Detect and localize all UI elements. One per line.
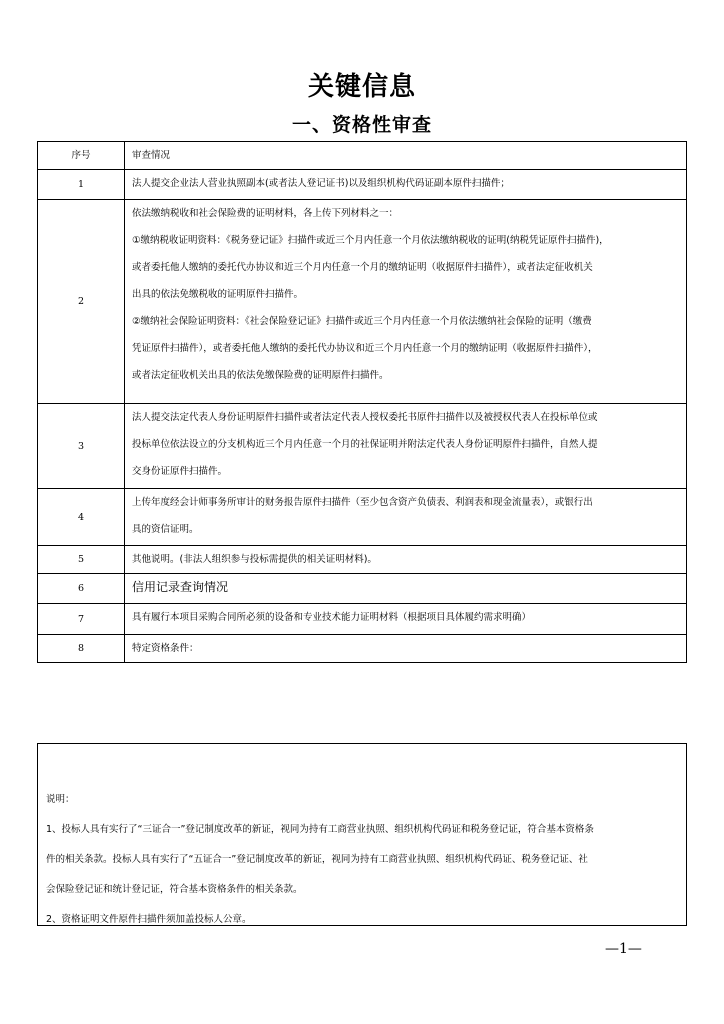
row-line: 具有履行本项目采购合同所必须的设备和专业技术能力证明材料（根据项目具体履约需求明确） [132,612,532,623]
notes-line: 件的相关条款。投标人具有实行了“五证合一”登记制度改革的新证，视同为持有工商营业执照、组织机构代码证、税务登记证、社 [46,854,588,865]
row-content [125,404,687,489]
row-line: 法人提交法定代表人身份证明原件扫描件或者法定代表人授权委托书原件扫描件以及被授权代表人在投标单位或 [132,412,598,423]
row-line: 依法缴纳税收和社会保险费的证明材料，各上传下列材料之一： [132,208,399,219]
page-number: —1— [605,941,642,957]
table-row [38,546,687,574]
row-line: 上传年度经会计师事务所审计的财务报告原件扫描件（至少包含资产负债表、利润表和现金流量表），或银行出 [132,497,593,508]
header-serial-number: 序号 [38,142,125,170]
table-row [38,170,687,200]
row-content [125,489,687,546]
row-line: 特定资格条件： [132,643,199,654]
row-line: ②缴纳社会保险证明资料：《社会保险登记证》扫描件或近三个月内任意一个月依法缴纳社会保险的证明（缴费 [132,316,592,327]
table-row [38,404,687,489]
row-line: 其他说明。(非法人组织参与投标需提供的相关证明材料)。 [132,554,377,565]
notes-box [37,743,687,926]
table-row [38,489,687,546]
qualification-review-table [37,141,687,663]
row-line: 或者委托他人缴纳的委托代办协议和近三个月内任意一个月的缴纳证明（收据原件扫描件），或者法定征收机关 [132,262,593,273]
notes-line: 1、投标人具有实行了“三证合一”登记制度改革的新证，视同为持有工商营业执照、组织机构代码证和税务登记证，符合基本资格条 [46,824,594,835]
notes-line: 2、资格证明文件原件扫描件须加盖投标人公章。 [46,914,252,925]
table-row [38,604,687,635]
notes-heading: 说明： [46,794,75,805]
row-number: 5 [38,546,125,574]
table-header-row [38,142,687,170]
row-number: 3 [38,404,125,489]
notes-line: 会保险登记证和统计登记证，符合基本资格条件的相关条款。 [46,884,303,895]
row-number: 8 [38,635,125,663]
row-content [125,604,687,635]
row-line: 信用记录查询情况 [132,580,229,594]
row-line: 凭证原件扫描件），或者委托他人缴纳的委托代办协议和近三个月内任意一个月的缴纳证明（收据原件扫描件）， [132,343,598,354]
row-content [125,635,687,663]
row-number: 7 [38,604,125,635]
table-row [38,200,687,404]
row-line: 投标单位依法设立的分支机构近三个月内任意一个月的社保证明并附法定代表人身份证明原件扫描件，自然人提 [132,439,598,450]
row-line: 或者法定征收机关出具的依法免缴保险费的证明原件扫描件。 [132,370,389,381]
row-content [125,200,687,404]
row-content [125,170,687,200]
row-line: 交身份证原件扫描件。 [132,466,228,477]
row-line: 出具的依法免缴税收的证明原件扫描件。 [132,289,304,300]
page-title: 关键信息 [307,72,416,102]
table-row [38,574,687,604]
row-content [125,546,687,574]
row-line: 法人提交企业法人营业执照副本(或者法人登记证书)以及组织机构代码证副本原件扫描件； [132,178,510,189]
table-row [38,635,687,663]
row-number: 4 [38,489,125,546]
header-review-content: 审查情况 [125,142,687,170]
row-content [125,574,687,604]
row-number: 2 [38,200,125,404]
row-line: ①缴纳税收证明资料：《税务登记证》扫描件或近三个月内任意一个月依法缴纳税收的证明(纳税凭证原件扫描件)， [132,235,609,246]
section-title: 一、资格性审查 [291,114,432,136]
row-line: 具的资信证明。 [132,524,199,535]
row-number: 6 [38,574,125,604]
row-number: 1 [38,170,125,200]
